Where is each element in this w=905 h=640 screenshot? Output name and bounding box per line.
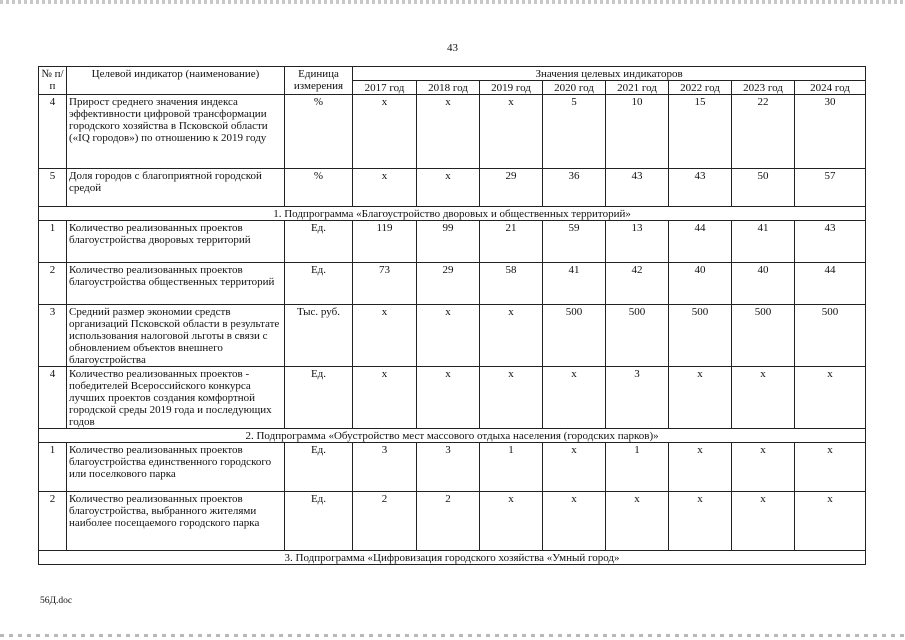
section-heading-row xyxy=(39,207,866,221)
header-unit: Единица измерения xyxy=(285,67,353,95)
value-cell: 1 xyxy=(606,443,669,492)
value-cell: 1 xyxy=(480,443,543,492)
row-indicator-name: Количество реализованных проектов благоустройства дворовых территорий xyxy=(67,221,285,263)
row-indicator-name: Количество реализованных проектов - победителей Всероссийского конкурса лучших проектов создания комфортной городской среды 2019 года и последующих годов xyxy=(67,367,285,429)
value-cell: 5 xyxy=(543,95,606,169)
value-cell: 10 xyxy=(606,95,669,169)
value-cell: 500 xyxy=(606,305,669,367)
row-num: 1 xyxy=(39,221,67,263)
value-cell: 3 xyxy=(417,443,480,492)
value-cell: 57 xyxy=(795,169,866,207)
value-cell: 3 xyxy=(606,367,669,429)
value-cell: 15 xyxy=(669,95,732,169)
value-cell: 40 xyxy=(669,263,732,305)
value-cell: 43 xyxy=(669,169,732,207)
value-cell: 44 xyxy=(795,263,866,305)
value-cell: 73 xyxy=(353,263,417,305)
header-year: 2022 год xyxy=(669,81,732,95)
value-cell: 22 xyxy=(732,95,795,169)
row-num: 2 xyxy=(39,263,67,305)
scan-edge-bottom xyxy=(0,634,905,637)
header-year: 2019 год xyxy=(480,81,543,95)
row-unit: Тыс. руб. xyxy=(285,305,353,367)
table-row xyxy=(39,443,866,492)
value-cell: 50 xyxy=(732,169,795,207)
header-year: 2018 год xyxy=(417,81,480,95)
value-cell: x xyxy=(795,443,866,492)
row-unit: % xyxy=(285,95,353,169)
value-cell: 500 xyxy=(795,305,866,367)
header-year: 2017 год xyxy=(353,81,417,95)
value-cell: x xyxy=(353,95,417,169)
value-cell: 13 xyxy=(606,221,669,263)
row-num: 4 xyxy=(39,367,67,429)
value-cell: 58 xyxy=(480,263,543,305)
value-cell: x xyxy=(795,492,866,551)
table-row xyxy=(39,221,866,263)
table-row xyxy=(39,263,866,305)
value-cell: 500 xyxy=(543,305,606,367)
value-cell: x xyxy=(732,492,795,551)
table-row xyxy=(39,169,866,207)
row-indicator-name: Доля городов с благоприятной городской средой xyxy=(67,169,285,207)
value-cell: x xyxy=(606,492,669,551)
header-values: Значения целевых индикаторов xyxy=(353,67,866,81)
value-cell: x xyxy=(417,169,480,207)
value-cell: x xyxy=(669,443,732,492)
value-cell: x xyxy=(669,492,732,551)
value-cell: 36 xyxy=(543,169,606,207)
header-name: Целевой индикатор (наименование) xyxy=(67,67,285,95)
row-indicator-name: Количество реализованных проектов благоустройства, выбранного жителями наиболее посещаемого городского парка xyxy=(67,492,285,551)
value-cell: x xyxy=(353,367,417,429)
row-num: 3 xyxy=(39,305,67,367)
header-row xyxy=(39,67,866,81)
row-num: 5 xyxy=(39,169,67,207)
row-unit: Ед. xyxy=(285,263,353,305)
section-title: 1. Подпрограмма «Благоустройство дворовых и общественных территорий» xyxy=(39,207,866,221)
header-year: 2024 год xyxy=(795,81,866,95)
header-num: № п/п xyxy=(39,67,67,95)
value-cell: 500 xyxy=(732,305,795,367)
value-cell: 29 xyxy=(417,263,480,305)
value-cell: x xyxy=(543,492,606,551)
row-num: 2 xyxy=(39,492,67,551)
value-cell: 29 xyxy=(480,169,543,207)
value-cell: 41 xyxy=(732,221,795,263)
value-cell: x xyxy=(543,367,606,429)
row-indicator-name: Прирост среднего значения индекса эффективности цифровой трансформации городского хозяйства в Псковской области («IQ городов») по отношению к 2019 году xyxy=(67,95,285,169)
header-year: 2020 год xyxy=(543,81,606,95)
value-cell: 2 xyxy=(417,492,480,551)
value-cell: 43 xyxy=(606,169,669,207)
section-title: 2. Подпрограмма «Обустройство мест массового отдыха населения (городских парков)» xyxy=(39,429,866,443)
row-num: 1 xyxy=(39,443,67,492)
table-row xyxy=(39,367,866,429)
value-cell: 2 xyxy=(353,492,417,551)
value-cell: x xyxy=(795,367,866,429)
page-number: 43 xyxy=(447,42,458,54)
scan-edge-top xyxy=(0,0,905,4)
value-cell: 21 xyxy=(480,221,543,263)
header-year: 2023 год xyxy=(732,81,795,95)
value-cell: 500 xyxy=(669,305,732,367)
value-cell: x xyxy=(669,367,732,429)
row-unit: Ед. xyxy=(285,443,353,492)
row-unit: Ед. xyxy=(285,367,353,429)
row-indicator-name: Количество реализованных проектов благоустройства общественных территорий xyxy=(67,263,285,305)
value-cell: x xyxy=(480,95,543,169)
row-unit: Ед. xyxy=(285,221,353,263)
section-heading-row xyxy=(39,551,866,565)
table-row xyxy=(39,305,866,367)
value-cell: 44 xyxy=(669,221,732,263)
row-unit: Ед. xyxy=(285,492,353,551)
value-cell: x xyxy=(480,367,543,429)
value-cell: 30 xyxy=(795,95,866,169)
section-title: 3. Подпрограмма «Цифровизация городского хозяйства «Умный город» xyxy=(39,551,866,565)
row-num: 4 xyxy=(39,95,67,169)
value-cell: x xyxy=(732,443,795,492)
value-cell: 3 xyxy=(353,443,417,492)
value-cell: x xyxy=(417,367,480,429)
value-cell: x xyxy=(353,169,417,207)
row-indicator-name: Количество реализованных проектов благоустройства единственного городского или поселкового парка xyxy=(67,443,285,492)
value-cell: 42 xyxy=(606,263,669,305)
value-cell: 99 xyxy=(417,221,480,263)
value-cell: x xyxy=(732,367,795,429)
table-row xyxy=(39,492,866,551)
value-cell: 43 xyxy=(795,221,866,263)
value-cell: 59 xyxy=(543,221,606,263)
value-cell: x xyxy=(353,305,417,367)
value-cell: 41 xyxy=(543,263,606,305)
value-cell: x xyxy=(480,305,543,367)
value-cell: x xyxy=(480,492,543,551)
value-cell: x xyxy=(417,305,480,367)
value-cell: x xyxy=(417,95,480,169)
header-year: 2021 год xyxy=(606,81,669,95)
footer-file-code: 56Д.doc xyxy=(40,596,73,606)
value-cell: 119 xyxy=(353,221,417,263)
section-heading-row xyxy=(39,429,866,443)
row-indicator-name: Средний размер экономии средств организаций Псковской области в результате использования налоговой льготы в связи с обновлением объектов внешнего благоустройства xyxy=(67,305,285,367)
value-cell: 40 xyxy=(732,263,795,305)
row-unit: % xyxy=(285,169,353,207)
value-cell: x xyxy=(543,443,606,492)
indicators-table xyxy=(38,66,866,565)
table-row xyxy=(39,95,866,169)
